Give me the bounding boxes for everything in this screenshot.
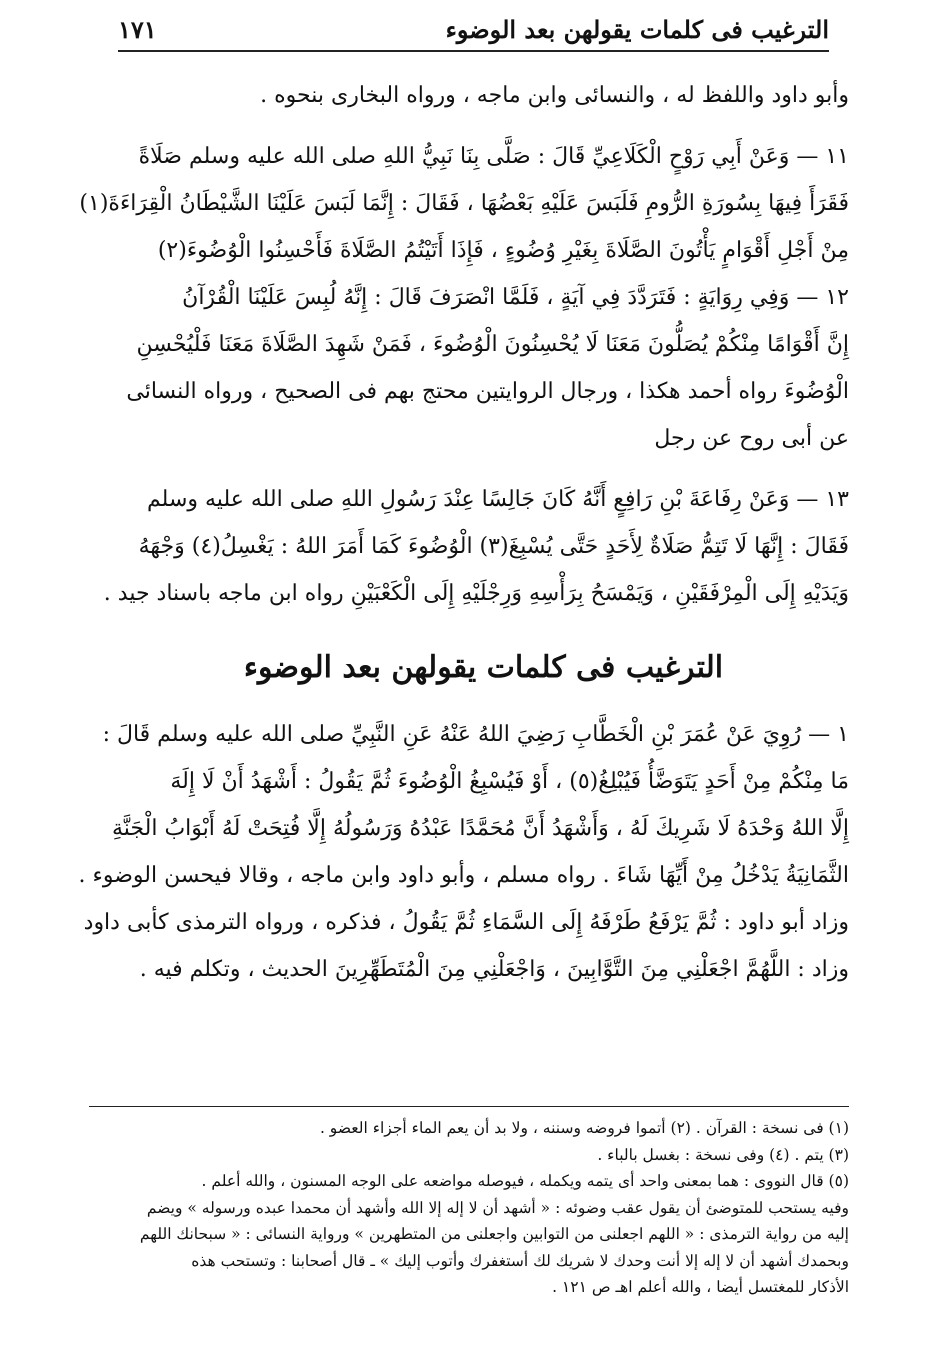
main-text — [78, 72, 849, 993]
hadith-line: الْوُضُوءَ رواه أحمد هكذا ، ورجال الروايتين محتج بهم فى الصحيح ، ورواه النسائى — [126, 379, 849, 404]
hadith-line: مِنْ أَجْلِ أَقْوَامٍ يَأْتُونَ الصَّلَاةَ بِغَيْرِ وُضُوءٍ ، فَإِذَا أَتَيْتُمُ الصَّلَاةَ فَأَحْسِنُوا الْوُضُوءَ(٢) — [157, 238, 849, 263]
hadith-line: فَقَالَ : إِنَّهَا لَا تَتِمُّ صَلَاةٌ لِأَحَدٍ حَتَّى يُسْبِغَ(٣) الْوُضُوءَ كَمَا أَمَرَ اللهُ : يَغْسِلُ(٤) وَجْهَهُ — [138, 534, 849, 559]
footnote-line: (٥) قال النووى : هما بمعنى واحد أى يتمه ويكمله ، فيوصله مواضعه على الوجه المسنون ، والله أعلم . — [201, 1172, 849, 1190]
hadith-line: وَيَدَيْهِ إِلَى الْمِرْفَقَيْنِ ، وَيَمْسَحُ بِرَأْسِهِ وَرِجْلَيْهِ إِلَى الْكَعْبَيْنِ رواه ابن ماجه باسناد جيد . — [103, 581, 849, 606]
running-title: الترغيب فى كلمات يقولهن بعد الوضوء — [445, 14, 829, 44]
hadith-line: مَا مِنْكُمْ مِنْ أَحَدٍ يَتَوَضَّأُ فَيُبْلِغُ(٥) ، أَوْ فَيُسْبِغُ الْوُضُوءَ ثُمَّ يَقُولُ : أَشْهَدُ أَنْ لَا إِلَهَ — [170, 769, 849, 794]
hadith-line: ١٣ — وَعَنْ رِفَاعَةَ بْنِ رَافِعٍ أَنَّهُ كَانَ جَالِسًا عِنْدَ رَسُولِ اللهِ صلى الله عليه وسلم — [147, 487, 849, 512]
hadith-line: إِلَّا اللهُ وَحْدَهُ لَا شَرِيكَ لَهُ ، وَأَشْهَدُ أَنَّ مُحَمَّدًا عَبْدُهُ وَرَسُولُهُ إِلَّا فُتِحَتْ لَهُ أَبْوَابُ الْجَنَّةِ — [112, 816, 849, 841]
page-header — [118, 8, 829, 52]
hadith-line: ١١ — وَعَنْ أَبِي رَوْحٍ الْكَلَاعِيِّ قَالَ : صَلَّى بِنَا نَبِيُّ اللهِ صلى الله عليه وسلم صَلَاةً — [138, 144, 849, 169]
hadith-line: عن أبى روح عن رجل — [654, 426, 849, 451]
section-title: الترغيب فى كلمات يقولهن بعد الوضوء — [243, 650, 724, 685]
hadith-line: فَقَرَأَ فِيهَا بِسُورَةِ الرُّومِ فَلَبَسَ عَلَيْهِ بَعْضُهَا ، فَقَالَ : إِنَّمَا لَبَسَ عَلَيْنَا الشَّيْطَانُ الْقِرَاءَةَ(١) — [79, 191, 849, 216]
footnote-line: وفيه يستحب للمتوضئ أن يقول عقب وضوئه : « أشهد أن لا إله إلا الله وأشهد أن محمدا عبده ورسوله » ويضم — [146, 1198, 849, 1217]
footnote-line: إليه من رواية الترمذى : « اللهم اجعلنى من التوابين واجعلنى من المتطهرين » ورواية النسائى : « سبحانك اللهم — [139, 1225, 849, 1243]
page-number: ١٧١ — [118, 14, 157, 44]
hadith-line: وزاد أبو داود : ثُمَّ يَرْفَعُ طَرْفَهُ إِلَى السَّمَاءِ ثُمَّ يَقُولُ ، فذكره ، ورواه الترمذى كأبى داود — [83, 910, 849, 935]
footnote-divider — [89, 1106, 849, 1107]
hadith-line: إِنَّ أَقْوَامًا مِنْكُمْ يُصَلُّونَ مَعَنَا لَا يُحْسِنُونَ الْوُضُوءَ ، فَمَنْ شَهِدَ الصَّلَاةَ مَعَنَا فَلْيُحْسِنِ — [136, 332, 849, 357]
hadith-line: ١ — رُوِيَ عَنْ عُمَرَ بْنِ الْخَطَّابِ رَضِيَ اللهُ عَنْهُ عَنِ النَّبِيِّ صلى الله عليه وسلم قَالَ : — [102, 722, 849, 747]
hadith-line: الثَّمَانِيَةُ يَدْخُلُ مِنْ أَيِّهَا شَاءَ . رواه مسلم ، وأبو داود وابن ماجه ، وقالا فيحسن الوضوء . — [78, 863, 849, 888]
footnote-line: (١) فى نسخة : القرآن . (٢) أتموا فروضه وسننه ، ولا بد أن يعم الماء أجزاء العضو . — [319, 1119, 849, 1137]
footnote-line: (٣) يتم . (٤) وفى نسخة : بغسل بالباء . — [597, 1145, 849, 1164]
hadith-line: وزاد : اللَّهُمَّ اجْعَلْنِي مِنَ التَّوَّابِينَ ، وَاجْعَلْنِي مِنَ الْمُتَطَهِّرِينَ الحديث ، وتكلم فيه . — [139, 957, 849, 982]
footnotes — [118, 1106, 849, 1301]
text-line: وأبو داود واللفظ له ، والنسائى وابن ماجه ، ورواه البخارى بنحوه . — [260, 83, 849, 108]
hadith-line: ١٢ — وَفِي رِوَايَةٍ : فَتَرَدَّدَ فِي آيَةٍ ، فَلَمَّا انْصَرَفَ قَالَ : إِنَّهُ لُبِسَ عَلَيْنَا الْقُرْآنُ — [182, 285, 849, 310]
footnote-line: وبحمدك أشهد أن لا إله إلا أنت وحدك لا شريك لك أستغفرك وأتوب إليك » ـ قال أصحابنا : وتستحب هذه — [191, 1251, 849, 1270]
footnote-line: الأذكار للمغتسل أيضا ، والله أعلم اهـ ص ١٢١ . — [552, 1278, 849, 1296]
